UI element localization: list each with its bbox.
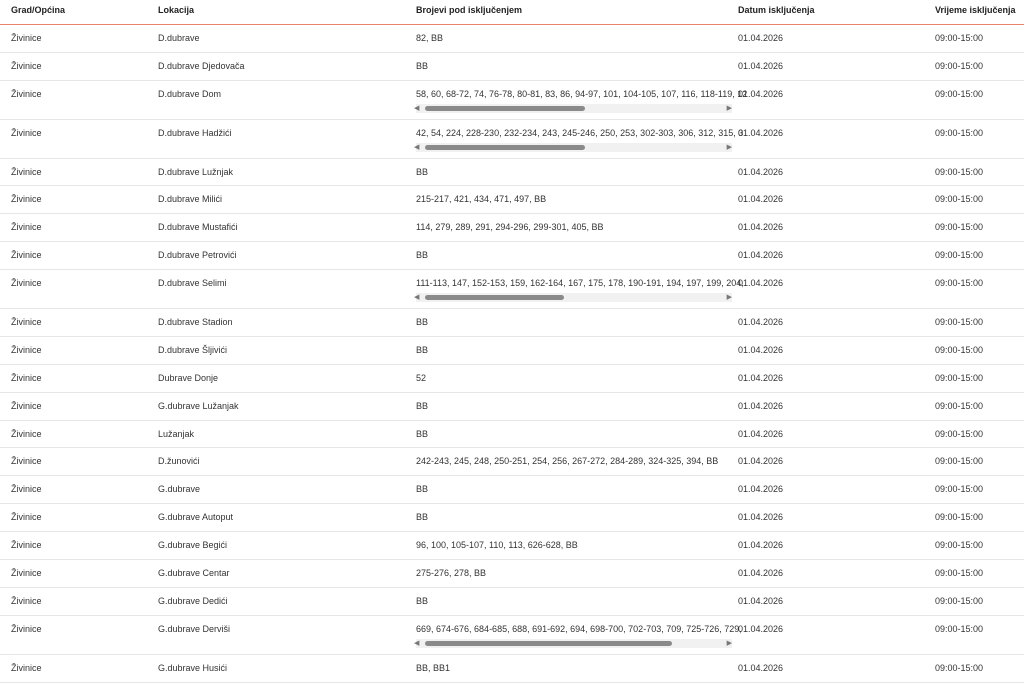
numbers-text: 114, 279, 289, 291, 294-296, 299-301, 405, BB xyxy=(416,222,604,233)
cell-numbers xyxy=(416,337,738,364)
numbers-text: BB xyxy=(416,400,429,411)
cell-numbers xyxy=(416,242,738,269)
cell-numbers xyxy=(416,25,738,52)
cell-location: Dubrave Donje xyxy=(158,372,219,383)
header-numbers: Brojevi pod isključenjem xyxy=(416,5,523,15)
cell-location: D.dubrave Dom xyxy=(158,88,222,99)
cell-city: Živinice xyxy=(11,512,42,523)
cell-numbers xyxy=(416,53,738,80)
scroll-right-arrow-icon[interactable]: ▶ xyxy=(726,639,732,647)
numbers-text: 82, BB xyxy=(416,33,444,43)
cell-date: 01.04.2026 xyxy=(738,512,784,523)
cell-location: D.dubrave Lužnjak xyxy=(158,166,234,177)
cell-time: 09:00-15:00 xyxy=(935,60,984,71)
cell-numbers xyxy=(414,616,742,654)
table-row xyxy=(0,337,1024,365)
cell-time: 09:00-15:00 xyxy=(935,250,984,261)
cell-location: D.dubrave xyxy=(158,33,200,43)
cell-city: Živinice xyxy=(11,127,42,138)
cell-city: Živinice xyxy=(11,662,42,673)
cell-location: D.žunovići xyxy=(158,456,200,467)
cell-date: 01.04.2026 xyxy=(738,662,784,673)
cell-date: 01.04.2026 xyxy=(738,278,784,289)
scrollbar-thumb[interactable] xyxy=(425,641,672,646)
table-row xyxy=(0,53,1024,81)
cell-numbers xyxy=(416,421,738,448)
cell-city: Živinice xyxy=(11,344,42,355)
cell-numbers xyxy=(414,81,748,119)
horizontal-scrollbar[interactable] xyxy=(416,293,732,302)
numbers-text: BB, BB1 xyxy=(416,662,451,673)
cell-date: 01.04.2026 xyxy=(738,60,784,71)
scrollbar-thumb[interactable] xyxy=(425,295,564,300)
numbers-text: BB xyxy=(416,344,429,355)
cell-date: 01.04.2026 xyxy=(738,400,784,411)
header-time: Vrijeme isključenja xyxy=(935,5,1016,15)
cell-city: Živinice xyxy=(11,540,42,551)
scroll-left-arrow-icon[interactable]: ◀ xyxy=(414,143,420,151)
header-date: Datum isključenja xyxy=(738,5,815,15)
cell-time: 09:00-15:00 xyxy=(935,456,984,467)
cell-city: Živinice xyxy=(11,278,42,289)
cell-time: 09:00-15:00 xyxy=(935,278,984,289)
table-row xyxy=(0,214,1024,242)
table-row xyxy=(0,242,1024,270)
cell-numbers xyxy=(416,214,738,241)
cell-numbers xyxy=(416,159,738,186)
numbers-text: 111-113, 147, 152-153, 159, 162-164, 167, 175, 178, 190-191, 194, 197, 199, 204, xyxy=(416,278,744,289)
cell-location: D.dubrave Šljivići xyxy=(158,344,228,355)
cell-time: 09:00-15:00 xyxy=(935,317,984,328)
header-location: Lokacija xyxy=(158,5,195,15)
cell-date: 01.04.2026 xyxy=(738,33,784,43)
numbers-text: BB xyxy=(416,166,429,177)
scroll-right-arrow-icon[interactable]: ▶ xyxy=(726,294,732,302)
cell-city: Živinice xyxy=(11,428,42,439)
cell-date: 01.04.2026 xyxy=(738,428,784,439)
table-row xyxy=(0,532,1024,560)
scroll-right-arrow-icon[interactable]: ▶ xyxy=(726,143,732,151)
header-city: Grad/Općina xyxy=(11,5,66,15)
cell-location: G.dubrave Begići xyxy=(158,540,228,551)
cell-date: 01.04.2026 xyxy=(738,456,784,467)
table-row xyxy=(0,616,1024,655)
cell-time: 09:00-15:00 xyxy=(935,568,984,579)
cell-numbers xyxy=(414,270,744,308)
cell-numbers xyxy=(416,309,738,336)
cell-numbers xyxy=(416,532,738,559)
cell-time: 09:00-15:00 xyxy=(935,166,984,177)
cell-date: 01.04.2026 xyxy=(738,166,784,177)
cell-date: 01.04.2026 xyxy=(738,317,784,328)
cell-city: Živinice xyxy=(11,33,42,43)
cell-time: 09:00-15:00 xyxy=(935,512,984,523)
cell-time: 09:00-15:00 xyxy=(935,344,984,355)
horizontal-scrollbar[interactable] xyxy=(416,639,732,648)
scroll-left-arrow-icon[interactable]: ◀ xyxy=(414,104,420,112)
cell-numbers xyxy=(416,186,738,213)
table-row xyxy=(0,504,1024,532)
cell-location: D.dubrave Stadion xyxy=(158,317,233,328)
horizontal-scrollbar[interactable] xyxy=(416,104,732,113)
cell-time: 09:00-15:00 xyxy=(935,33,984,43)
table-row xyxy=(0,476,1024,504)
cell-numbers xyxy=(416,476,738,503)
cell-time: 09:00-15:00 xyxy=(935,662,984,673)
cell-numbers xyxy=(416,365,738,392)
table-header xyxy=(0,0,1024,25)
cell-city: Živinice xyxy=(11,372,42,383)
cell-time: 09:00-15:00 xyxy=(935,595,984,606)
cell-city: Živinice xyxy=(11,250,42,261)
numbers-text: BB xyxy=(416,317,429,328)
numbers-text: 669, 674-676, 684-685, 688, 691-692, 694, 698-700, 702-703, 709, 725-726, 729, xyxy=(416,623,742,634)
cell-location: G.dubrave Derviši xyxy=(158,623,231,634)
cell-location: G.dubrave Husići xyxy=(158,662,228,673)
cell-location: G.dubrave Lužanjak xyxy=(158,400,239,411)
cell-city: Živinice xyxy=(11,484,42,495)
cell-time: 09:00-15:00 xyxy=(935,194,984,205)
cell-location: Lužanjak xyxy=(158,428,195,439)
cell-city: Živinice xyxy=(11,456,42,467)
cell-time: 09:00-15:00 xyxy=(935,127,984,138)
cell-city: Živinice xyxy=(11,60,42,71)
table-row xyxy=(0,560,1024,588)
numbers-text: 96, 100, 105-107, 110, 113, 626-628, BB xyxy=(416,540,578,551)
scroll-left-arrow-icon[interactable]: ◀ xyxy=(414,294,420,302)
cell-city: Živinice xyxy=(11,623,42,634)
numbers-text: 58, 60, 68-72, 74, 76-78, 80-81, 83, 86, 94-97, 101, 104-105, 107, 116, 118-119, 12 xyxy=(416,88,748,99)
horizontal-scrollbar[interactable] xyxy=(416,143,732,152)
cell-time: 09:00-15:00 xyxy=(935,222,984,233)
scrollbar-thumb[interactable] xyxy=(425,106,585,111)
cell-time: 09:00-15:00 xyxy=(935,400,984,411)
scroll-right-arrow-icon[interactable]: ▶ xyxy=(726,104,732,112)
cell-city: Živinice xyxy=(11,88,42,99)
table-row xyxy=(0,159,1024,187)
table-row xyxy=(0,588,1024,616)
table-row xyxy=(0,25,1024,53)
numbers-text: 42, 54, 224, 228-230, 232-234, 243, 245-246, 250, 253, 302-303, 306, 312, 315, 3 xyxy=(416,127,744,138)
cell-time: 09:00-15:00 xyxy=(935,428,984,439)
cell-time: 09:00-15:00 xyxy=(935,484,984,495)
numbers-text: BB xyxy=(416,428,429,439)
cell-date: 01.04.2026 xyxy=(738,88,784,99)
numbers-text: BB xyxy=(416,250,429,261)
table-body xyxy=(0,25,1024,683)
numbers-text: BB xyxy=(416,60,429,71)
table-row xyxy=(0,365,1024,393)
numbers-text: BB xyxy=(416,595,429,606)
table-row xyxy=(0,270,1024,309)
cell-time: 09:00-15:00 xyxy=(935,372,984,383)
cell-location: G.dubrave xyxy=(158,484,201,495)
cell-date: 01.04.2026 xyxy=(738,595,784,606)
cell-date: 01.04.2026 xyxy=(738,540,784,551)
cell-date: 01.04.2026 xyxy=(738,623,784,634)
table-row xyxy=(0,421,1024,449)
cell-time: 09:00-15:00 xyxy=(935,88,984,99)
numbers-text: 275-276, 278, BB xyxy=(416,568,487,579)
cell-date: 01.04.2026 xyxy=(738,194,784,205)
table-row xyxy=(0,120,1024,159)
cell-numbers xyxy=(416,393,738,420)
cell-date: 01.04.2026 xyxy=(738,372,784,383)
cell-location: D.dubrave Djedovača xyxy=(158,60,245,71)
cell-date: 01.04.2026 xyxy=(738,250,784,261)
cell-date: 01.04.2026 xyxy=(738,568,784,579)
scroll-left-arrow-icon[interactable]: ◀ xyxy=(414,639,420,647)
cell-location: D.dubrave Mustafići xyxy=(158,222,238,233)
table-row xyxy=(0,655,1024,683)
cell-location: G.dubrave Centar xyxy=(158,568,230,579)
table-row xyxy=(0,309,1024,337)
scrollbar-thumb[interactable] xyxy=(425,145,585,150)
cell-city: Živinice xyxy=(11,222,42,233)
cell-city: Živinice xyxy=(11,194,42,205)
cell-location: D.dubrave Hadžići xyxy=(158,127,232,138)
numbers-text: BB xyxy=(416,512,429,523)
cell-date: 01.04.2026 xyxy=(738,484,784,495)
cell-city: Živinice xyxy=(11,166,42,177)
cell-location: D.dubrave Selimi xyxy=(158,278,227,289)
cell-city: Živinice xyxy=(11,568,42,579)
numbers-text: BB xyxy=(416,484,429,495)
cell-location: D.dubrave Milići xyxy=(158,194,223,205)
cell-location: G.dubrave Autoput xyxy=(158,512,234,523)
cell-date: 01.04.2026 xyxy=(738,127,784,138)
cell-numbers xyxy=(416,588,738,615)
cell-numbers xyxy=(414,120,744,158)
cell-city: Živinice xyxy=(11,317,42,328)
cell-time: 09:00-15:00 xyxy=(935,623,984,634)
table-row xyxy=(0,186,1024,214)
numbers-text: 215-217, 421, 434, 471, 497, BB xyxy=(416,194,547,205)
numbers-text: 52 xyxy=(416,372,427,383)
cell-numbers xyxy=(416,504,738,531)
cell-location: G.dubrave Dedići xyxy=(158,595,228,606)
cell-numbers xyxy=(416,655,738,682)
cell-time: 09:00-15:00 xyxy=(935,540,984,551)
table-row xyxy=(0,81,1024,120)
numbers-text: 242-243, 245, 248, 250-251, 254, 256, 267-272, 284-289, 324-325, 394, BB xyxy=(416,456,719,467)
cell-location: D.dubrave Petrovići xyxy=(158,250,237,261)
cell-numbers xyxy=(416,560,738,587)
cell-date: 01.04.2026 xyxy=(738,344,784,355)
cell-city: Živinice xyxy=(11,400,42,411)
table-row xyxy=(0,393,1024,421)
cell-city: Živinice xyxy=(11,595,42,606)
cell-date: 01.04.2026 xyxy=(738,222,784,233)
table-row xyxy=(0,448,1024,476)
cell-numbers xyxy=(416,448,738,475)
